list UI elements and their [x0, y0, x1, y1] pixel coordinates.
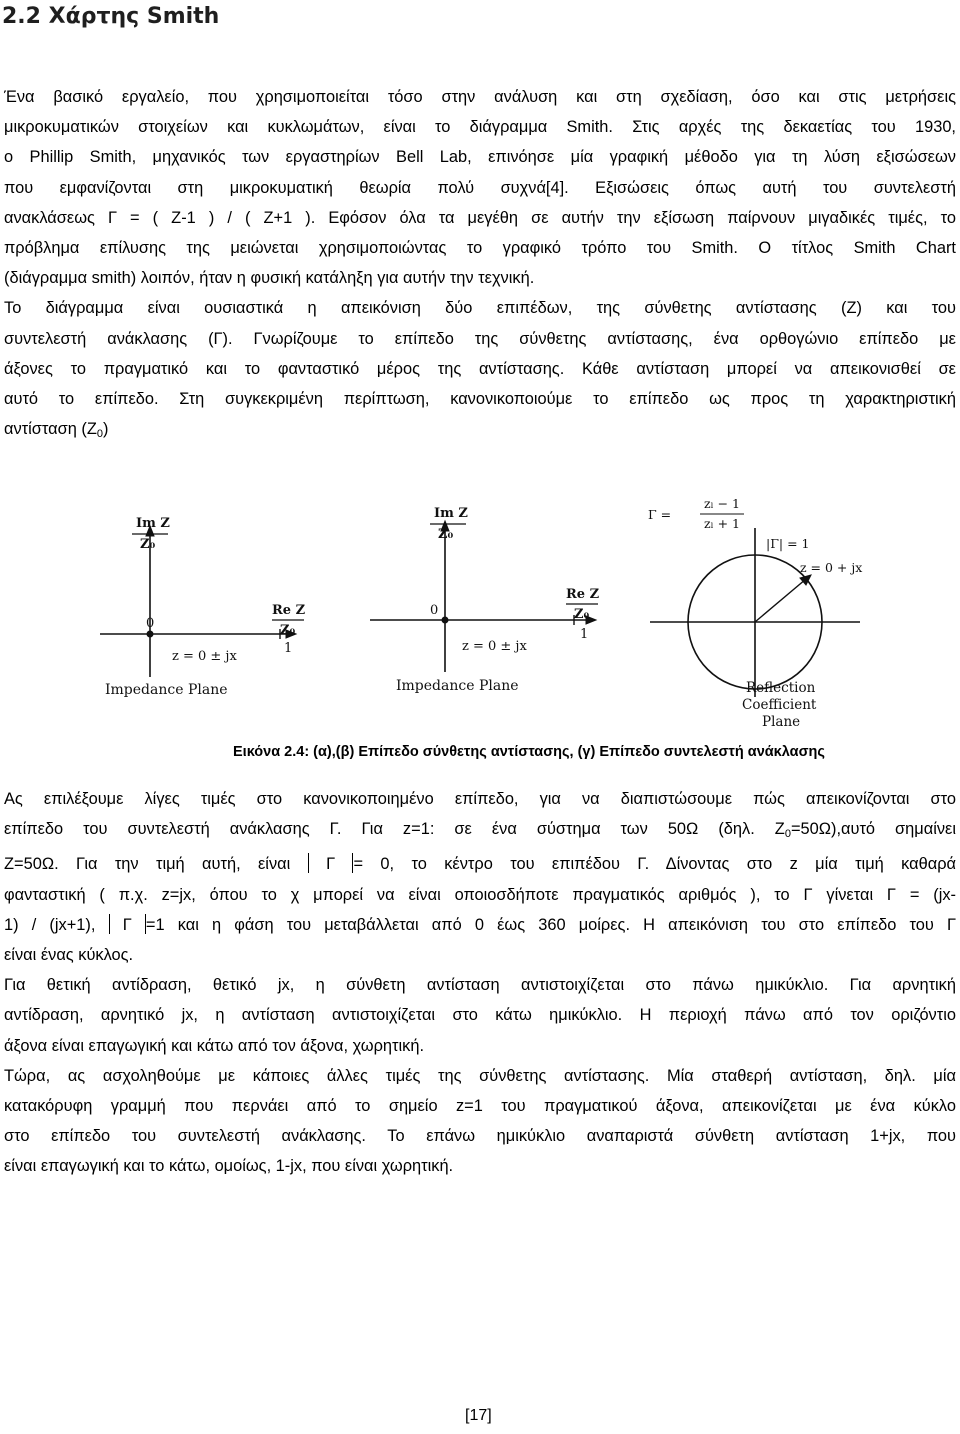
text-fragment: 1) / (jx+1), [4, 915, 96, 934]
text-line: Ας επιλέξουμε λίγες τιμές στο κανονικοποιημένο επίπεδο, για να διαπιστώσουμε πώς απεικονίζονται στο [4, 790, 956, 808]
text-line: μικροκυματικών στοιχείων και κυκλωμάτων, είναι το διάγραμμα Smith. Στις αρχές της δεκαετίας του 1930, [4, 118, 956, 137]
origin-label: 0 [146, 616, 155, 631]
text-line: που εμφανίζονται στη μικροκυματική θεωρία πολύ συχνά[4]. Εξισώσεις όπως αυτή του συντελεστή [4, 178, 956, 197]
subscript: 0 [784, 828, 791, 841]
text-line: αντίδραση, αρνητικό jx, η αντίσταση αντιστοιχίζεται στο κάτω ημικύκλιο. Η περιοχή πάνω από τον οριζόντιο [4, 1006, 956, 1025]
text-line: άξονα είναι επαγωγική και κάτω από τον άξονα, χωρητική. [4, 1036, 425, 1055]
plane-label-line-3: Plane [762, 714, 801, 730]
gamma-denominator: zₗ + 1 [704, 516, 740, 531]
text-fragment: =50Ω),αυτό σημαίνει [790, 820, 956, 839]
abs-bar [308, 853, 309, 873]
radius-arrow [755, 579, 806, 622]
text-line: Ένα βασικό εργαλείο, που χρησιμοποιείται τόσο στην ανάλυση και στη σχεδίαση, όσο και στις μετρήσεις [4, 88, 956, 106]
plane-label: Impedance Plane [396, 678, 519, 694]
plane-label-line-1: Reflection [746, 680, 816, 696]
page-number: [17] [465, 1407, 492, 1424]
text-line [4, 814, 956, 849]
text-fragment: = 0, το κέντρο του επιπέδου Γ. Δίνοντας στο z μία τιμή καθαρά [353, 855, 957, 874]
plane-label: Impedance Plane [105, 682, 228, 698]
panel-b-labels [396, 506, 600, 694]
origin-point [147, 631, 153, 637]
intro-paragraph [4, 82, 956, 449]
y-label-top: Im Z [434, 506, 468, 521]
abs-bar [109, 914, 110, 934]
text-line: (διάγραμμα smith) λοιπόν, ήταν η φυσική κατάληξη για αυτήν την τεχνική. [4, 269, 535, 288]
text-line: Για θετική αντίδραση, θετικό jx, η σύνθετη αντίσταση αντιστοιχίζεται στο πάνω ημικύκλιο. Για αρνητική [4, 976, 956, 995]
text-line [4, 414, 956, 449]
text-fragment: Γ [326, 855, 336, 874]
point-label: z = 0 ± jx [462, 639, 527, 654]
section-heading: 2.2 Χάρτης Smith [2, 4, 220, 29]
text-line: πρόβλημα επίλυσης της μειώνεται χρησιμοποιώντας το γραφικό τρόπο του Smith. Ο τίτλος Smith Chart [4, 239, 956, 258]
gamma-numerator: zₗ − 1 [704, 496, 740, 511]
plane-label-line-2: Coefficient [742, 697, 817, 713]
point-label: z = 0 ± jx [172, 649, 237, 664]
gamma-magnitude: |Γ| = 1 [766, 536, 810, 551]
x-label-top: Re Z [272, 603, 306, 618]
text-line: κατακόρυφη γραμμή που περνάει από το σημείο z=1 του πραγματικού άξονα, απεικονίζεται με ένα κύκλο [4, 1097, 956, 1116]
y-label-top: Im Z [136, 516, 170, 531]
text-line: είναι ένας κύκλος. [4, 946, 134, 965]
panel-a-labels [105, 516, 306, 698]
text-fragment: Γ [122, 915, 132, 934]
origin-point [442, 617, 448, 623]
y-label-bottom: Z₀ [438, 527, 454, 542]
x-label-top: Re Z [566, 587, 600, 602]
tick-label: 1 [580, 627, 589, 642]
text-fragment: ) [103, 420, 109, 439]
text-fragment: επίπεδο του συντελεστή ανάκλασης Γ. Για z=1: σε ένα σύστημα των 50Ω (δηλ. Z [4, 820, 785, 839]
text-line: αυτό το επίπεδο. Στη συγκεκριμένη περίπτωση, κανονικοποιούμε το επίπεδο ως προς τη χαρακτηριστική [4, 390, 956, 409]
origin-label: 0 [430, 603, 439, 618]
body-paragraph [4, 784, 956, 1182]
text-line: ανακλάσεως Γ = ( Z-1 ) / ( Z+1 ). Εφόσον όλα τα μεγέθη σε αυτήν την εξίσωση παίρνουν μιγαδικές τιμές, το [4, 208, 956, 227]
text-fragment: αντίσταση (Z [4, 420, 97, 439]
text-line: φανταστική ( π.χ. z=jx, όπου το χ μπορεί να είναι οποιοσδήποτε πραγματικός αριθμός ), το Γ γίνεται Γ = (jx- [4, 885, 956, 904]
x-label-bottom: Z₀ [574, 607, 590, 622]
text-line [4, 849, 956, 879]
gamma-lhs: Γ = [648, 507, 672, 522]
point-label: z = 0 + jx [800, 560, 863, 575]
impedance-reflection-figure [100, 492, 870, 737]
y-label-bottom: Z₀ [140, 537, 156, 552]
text-line: στο επίπεδο του συντελεστή ανάκλασης. Το επάνω ημικύκλιο αναπαριστά σύνθετη αντίσταση 1+jx, που [4, 1127, 956, 1146]
text-line: άξονες το πραγματικό και το φανταστικό μέρος της αντίστασης. Κάθε αντίσταση μπορεί να απεικονισθεί σε [4, 359, 956, 378]
text-fragment: Z=50Ω. Για την τιμή αυτή, είναι [4, 855, 291, 874]
tick-label: 1 [284, 641, 293, 656]
text-line: είναι επαγωγική και το κάτω, ομοίως, 1-jx, που είναι χωρητική. [4, 1157, 454, 1176]
figure-caption: Εικόνα 2.4: (α),(β) Επίπεδο σύνθετης αντίστασης, (γ) Επίπεδο συντελεστή ανάκλασης [233, 744, 825, 760]
text-line: Το διάγραμμα είναι ουσιαστικά η απεικόνιση δύο επιπέδων, της σύνθετης αντίστασης (Z) και του [4, 299, 956, 318]
text-line: συντελεστή ανάκλασης (Γ). Γνωρίζουμε το επίπεδο της σύνθετης αντίστασης, ένα ορθογώνιο επίπεδο με [4, 329, 956, 348]
text-line: ο Phillip Smith, μηχανικός των εργαστηρίων Bell Lab, επινόησε μία γραφική μέθοδο για τη λύση εξισώσεων [4, 148, 956, 167]
text-fragment: =1 και η φάση του μεταβάλλεται από 0 έως 360 μοίρες. Η απεικόνιση του στο επίπεδο του Γ [145, 915, 957, 934]
subscript: 0 [96, 428, 104, 441]
panel-c [650, 514, 863, 697]
x-label-bottom: Z₀ [280, 623, 296, 638]
text-line [4, 910, 956, 940]
text-line: Τώρα, ας ασχοληθούμε με κάποιες άλλες τιμές της σύνθετης αντίστασης. Μία σταθερή αντίσταση, δηλ. μία [4, 1066, 956, 1085]
